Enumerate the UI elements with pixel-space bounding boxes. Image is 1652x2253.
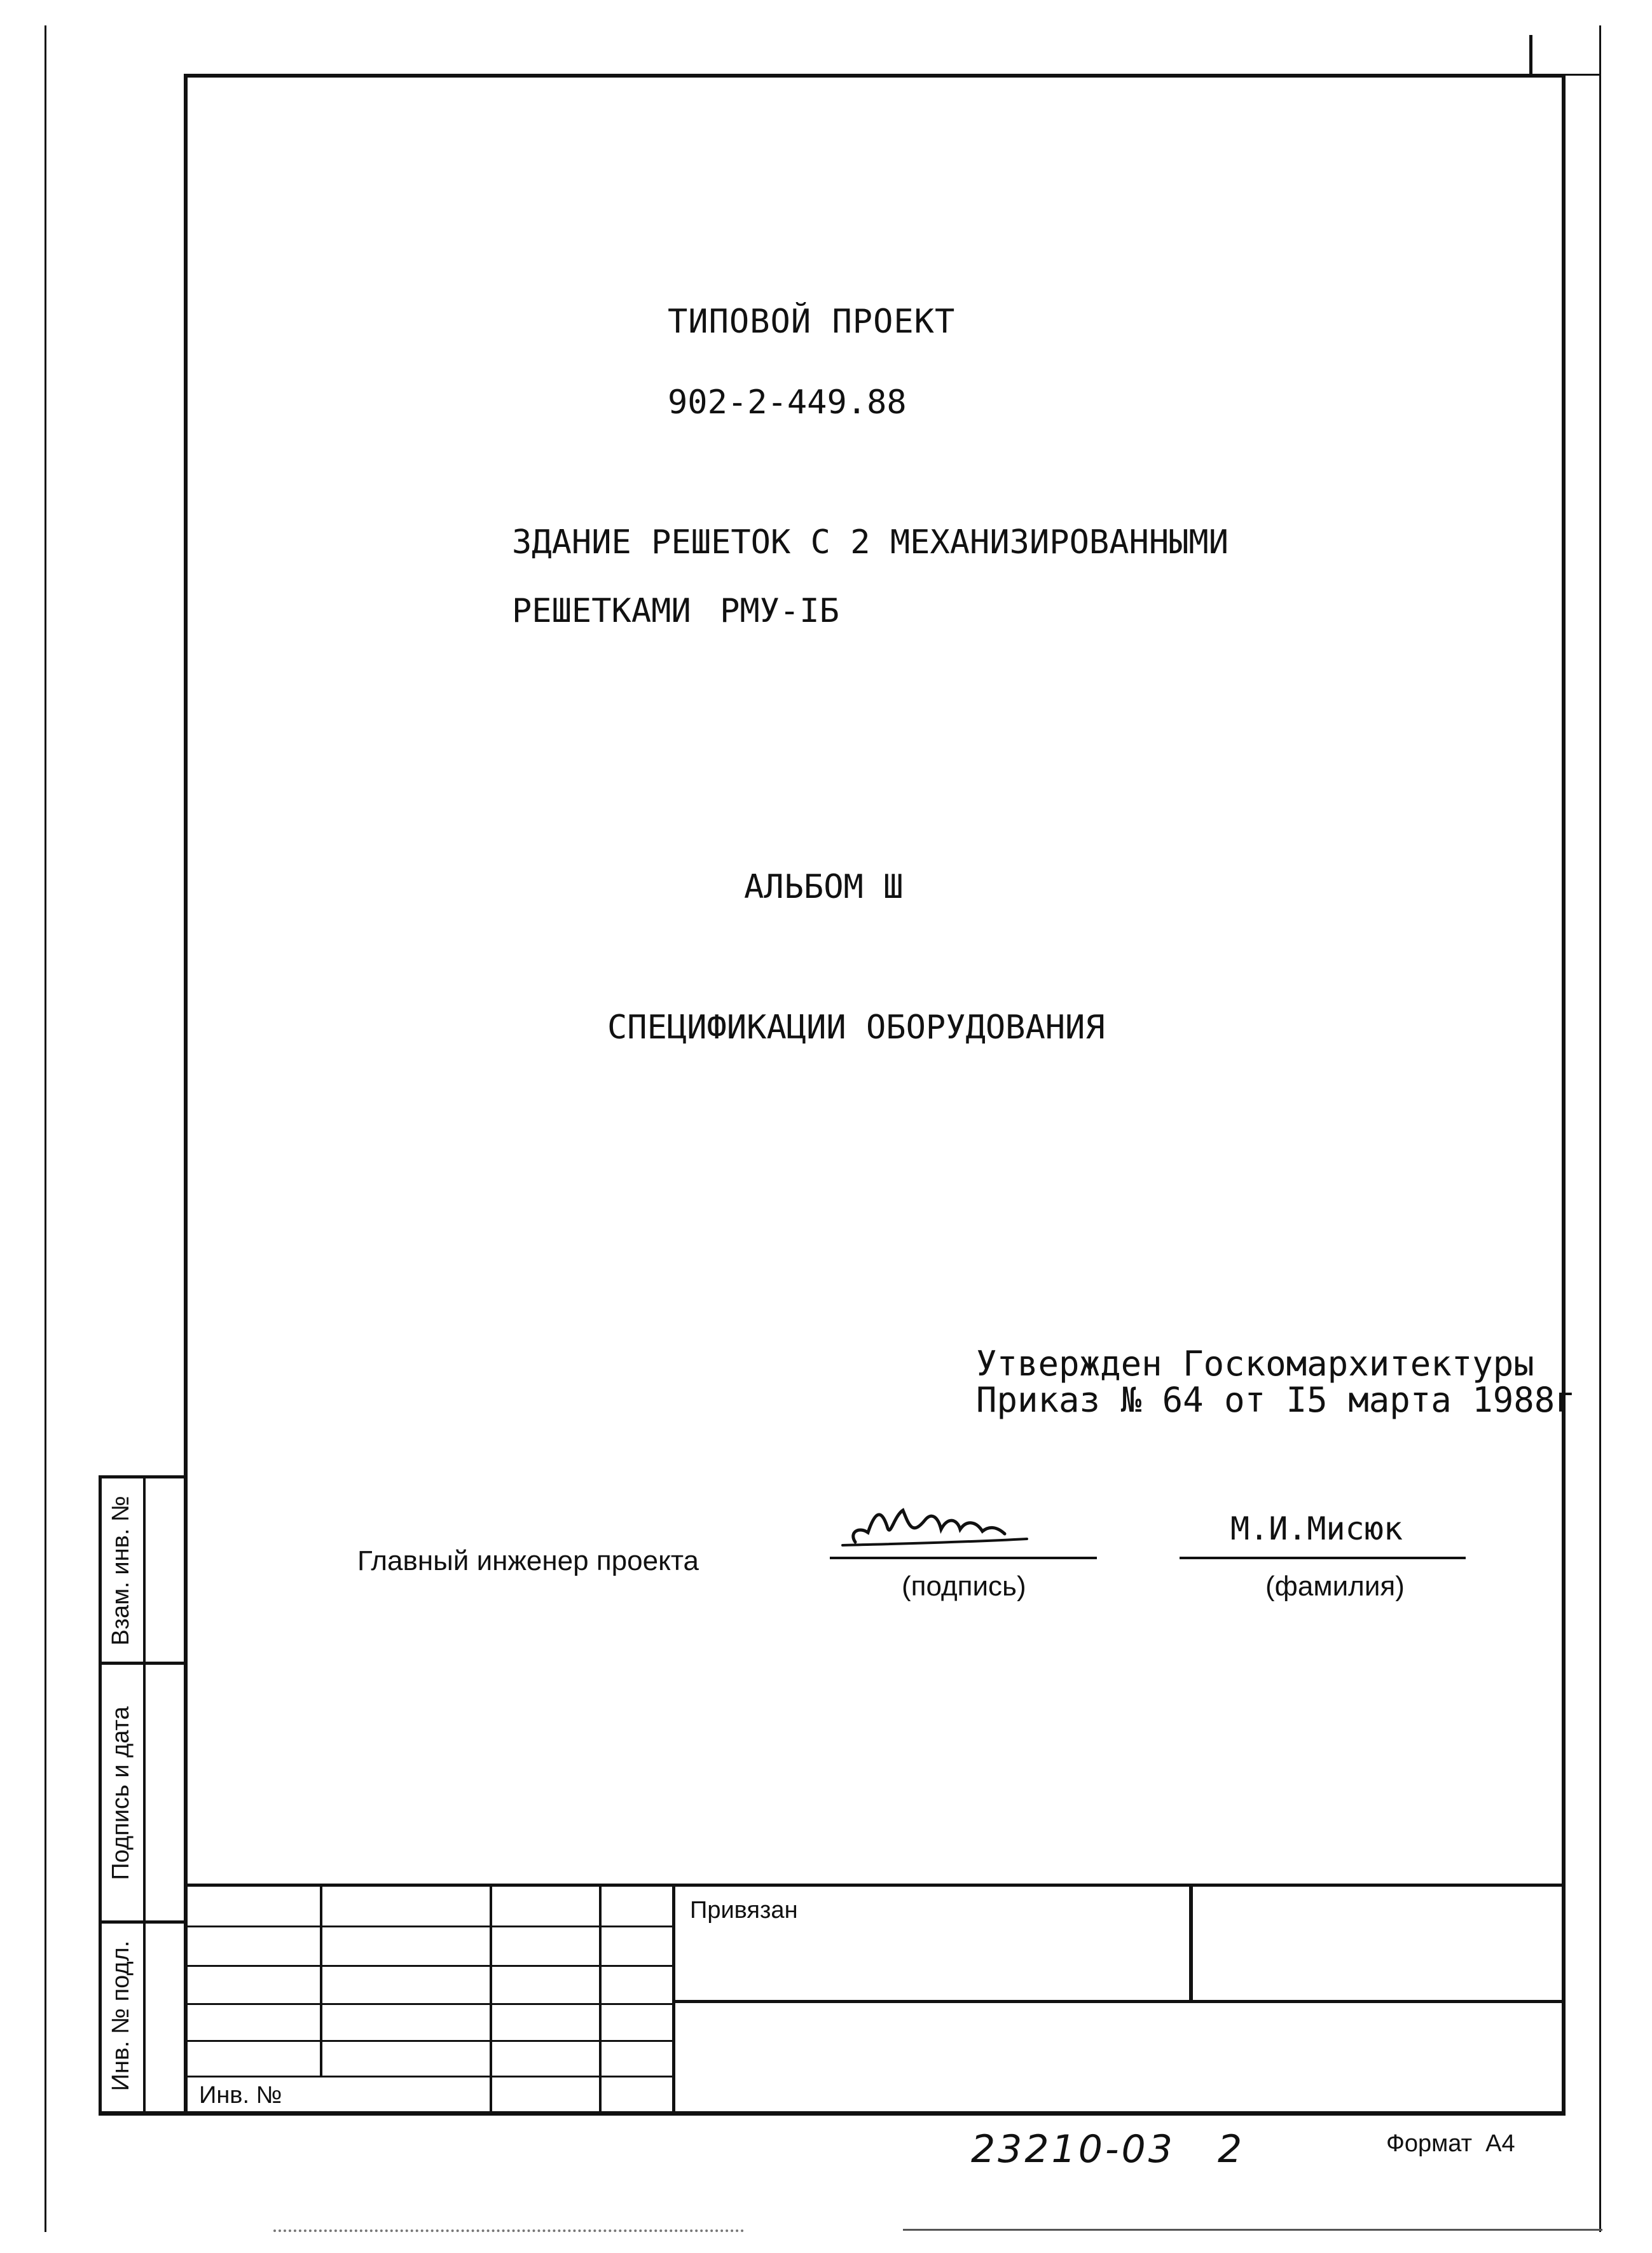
frame-right-border <box>1562 74 1566 2115</box>
paper-format: Формат А4 <box>1386 2130 1515 2157</box>
grid-col-line-3 <box>599 1884 602 2111</box>
album-title: СПЕЦИФИКАЦИИ ОБОРУДОВАНИЯ <box>607 1009 1105 1047</box>
side-stamp-signature-date: Подпись и дата <box>107 1706 134 1880</box>
building-title-line1: ЗДАНИЕ РЕШЕТОК С 2 МЕХАНИЗИРОВАННЫМИ <box>512 523 1229 562</box>
chief-engineer-label: Главный инженер проекта <box>357 1545 699 1576</box>
linked-label: Привязан <box>690 1897 798 1924</box>
engineer-name: М.И.Мисюк <box>1230 1510 1403 1547</box>
grid-col-line-2 <box>490 1884 492 2111</box>
signature-caption: (подпись) <box>902 1571 1026 1602</box>
approval-line1: Утвержден Госкомархитектуры <box>976 1344 1534 1384</box>
frame-top-border <box>184 74 1566 78</box>
approval-line2: Приказ № 64 от I5 марта 1988г <box>976 1380 1576 1420</box>
project-number: 902-2-449.88 <box>668 383 907 422</box>
inventory-label: Инв. № <box>199 2082 282 2109</box>
project-type: ТИПОВОЙ ПРОЕКТ <box>668 303 956 341</box>
outer-top-right-tick <box>1529 35 1532 77</box>
name-underline <box>1180 1557 1466 1559</box>
scan-artifact-left <box>273 2229 744 2235</box>
outer-top-right-short <box>1566 74 1601 76</box>
side-stamp-left <box>99 1475 102 2114</box>
building-title-line2: РЕШЕТКАМИ РМУ-IБ <box>512 592 839 630</box>
side-stamp-divider <box>143 1475 146 2114</box>
album-number: АЛЬБОМ Ш <box>744 868 904 906</box>
name-caption: (фамилия) <box>1265 1571 1405 1602</box>
outer-right-line <box>1599 25 1601 2232</box>
scan-artifact-right <box>903 2229 1602 2231</box>
linked-divider-horizontal <box>672 2000 1566 2003</box>
side-stamp-original-inv: Инв. № подл. <box>107 1940 134 2091</box>
side-stamp-replacement-inv: Взам. инв. № <box>107 1496 134 1646</box>
frame-bottom-border <box>99 2111 1566 2116</box>
grid-col-line-4 <box>672 1884 675 2111</box>
outer-left-line <box>45 25 46 2232</box>
page-number: 2 <box>1218 2127 1242 2172</box>
frame-left-border <box>184 74 188 2115</box>
signature-underline <box>830 1557 1097 1559</box>
linked-divider-vertical <box>1189 1884 1193 2002</box>
document-number: 23210-03 <box>971 2127 1175 2172</box>
signature-image <box>830 1482 1046 1558</box>
grid-col-line-1 <box>320 1884 322 2077</box>
bottom-stamp-top <box>184 1884 1566 1887</box>
